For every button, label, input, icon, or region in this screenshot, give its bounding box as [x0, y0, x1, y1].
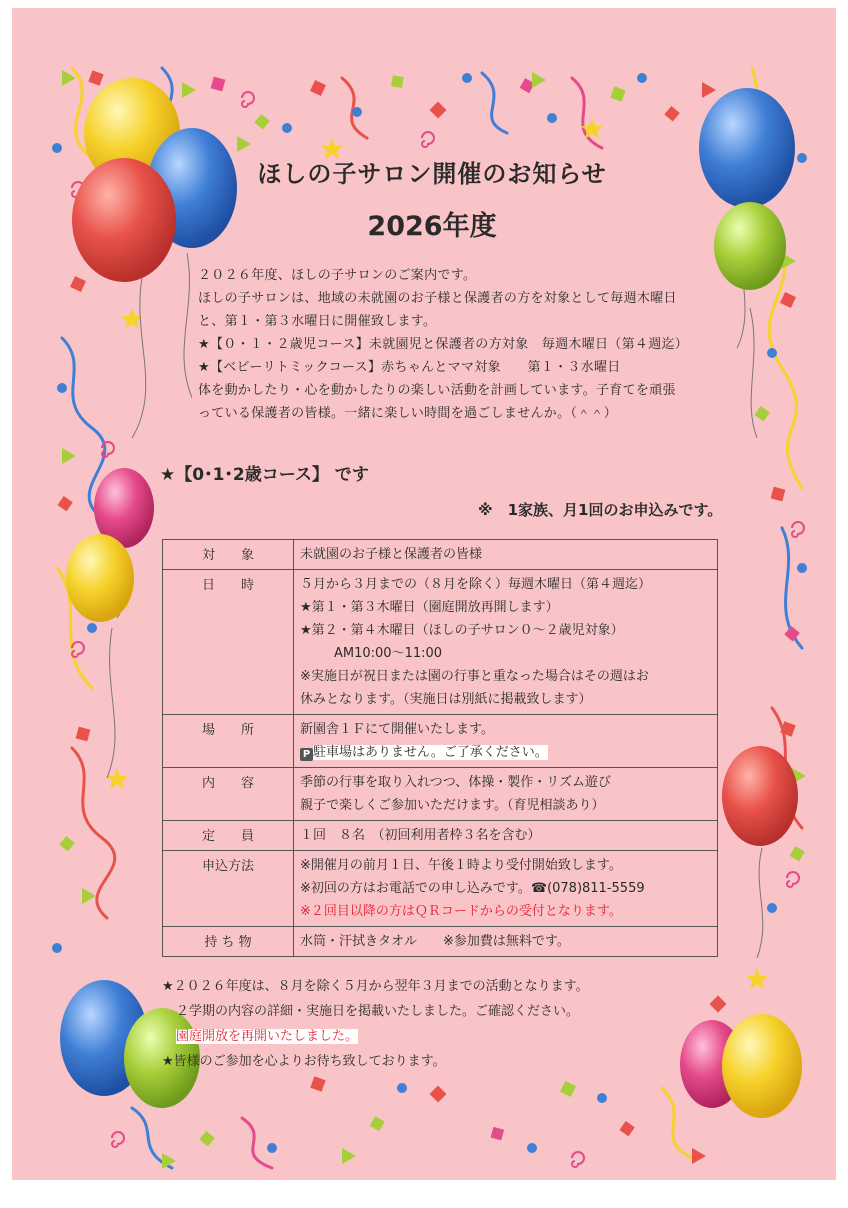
- info-table: [162, 539, 718, 957]
- value-line: ※２回目以降の方はＱＲコードからの受付となります。: [300, 904, 622, 919]
- footer-line: ２学期の内容の詳細・実施日を掲載いたしました。ご確認ください。: [176, 1004, 580, 1019]
- value-line: ★第２・第４木曜日（ほしの子サロン０～２歳児対象）: [300, 623, 624, 638]
- row-label: 持 ち 物: [163, 927, 294, 957]
- table-row-place: [163, 715, 718, 768]
- value-line: AM10:00～11:00: [334, 646, 443, 661]
- value-line: 休みとなります。（実施日は別紙に掲載致します）: [300, 692, 592, 707]
- table-row-datetime: [163, 570, 718, 715]
- application-limit-note: ※ 1家族、月1回のお申込みです。: [478, 501, 723, 519]
- row-value: [294, 851, 718, 927]
- value-line: ★第１・第３木曜日（園庭開放再開します）: [300, 600, 559, 615]
- footer-line: ★２０２６年度は、８月を除く５月から翌年３月までの活動となります。: [162, 979, 589, 994]
- row-value: [294, 927, 718, 957]
- intro-paragraph: [198, 264, 728, 425]
- table-row-capacity: [163, 821, 718, 851]
- table-row-content: [163, 768, 718, 821]
- apply-phone-text: ※初回の方はお電話での申し込みです。: [300, 881, 531, 896]
- row-value: [294, 570, 718, 715]
- row-label: 日 時: [163, 570, 294, 715]
- phone-icon: ☎: [530, 881, 548, 896]
- intro-line: ほしの子サロンは、地域の未就園のお子様と保護者の方を対象として毎週木曜日: [198, 291, 677, 306]
- value-line: 未就園のお子様と保護者の皆様: [300, 547, 483, 562]
- table-row-target: [163, 540, 718, 570]
- value-line: [300, 877, 711, 900]
- row-value: [294, 821, 718, 851]
- garden-reopen-notice: 園庭開放を再開いたしました。: [176, 1029, 359, 1044]
- row-label: 場 所: [163, 715, 294, 768]
- footer-line: ★皆様のご参加を心よりお待ち致しております。: [162, 1054, 446, 1069]
- flyer-page: [12, 8, 836, 1180]
- row-label: 定 員: [163, 821, 294, 851]
- value-line: 新園舎１Ｆにて開催いたします。: [300, 722, 494, 737]
- value-line: ※実施日が祝日または園の行事と重なった場合はその週はお: [300, 669, 649, 684]
- value-line: [300, 741, 711, 764]
- intro-line: と、第１・第３水曜日に開催致します。: [198, 314, 437, 329]
- row-value: [294, 715, 718, 768]
- page-title: ほしの子サロン開催のお知らせ: [257, 160, 607, 188]
- row-value: [294, 768, 718, 821]
- value-line: ※開催月の前月１日、午後１時より受付開始致します。: [300, 858, 622, 873]
- row-label: 申込方法: [163, 851, 294, 927]
- intro-line: 体を動かしたり・心を動かしたりの楽しい活動を計画しています。子育てを頑張: [198, 383, 676, 398]
- row-value: [294, 540, 718, 570]
- table-row-apply: [163, 851, 718, 927]
- course-heading: ★【0･1･2歳コース】 です: [160, 465, 369, 485]
- value-line: １回 ８名 （初回利用者枠３名を含む）: [300, 828, 541, 843]
- parking-notice: 駐車場はありません。ご了承ください。: [313, 745, 548, 760]
- row-label: 対 象: [163, 540, 294, 570]
- value-line: 親子で楽しくご参加いただけます。（育児相談あり）: [300, 798, 605, 813]
- phone-number[interactable]: (078)811-5559: [547, 881, 645, 896]
- value-line: 水筒・汗拭きタオル ※参加費は無料です。: [300, 934, 570, 949]
- row-label: 内 容: [163, 768, 294, 821]
- parking-icon: P: [300, 748, 313, 761]
- intro-line: ★【ベビーリトミックコース】赤ちゃんとママ対象 第１・３水曜日: [198, 360, 621, 375]
- table-row-items: [163, 927, 718, 957]
- year-heading: 2026年度: [367, 211, 497, 242]
- value-line: 季節の行事を取り入れつつ、体操・製作・リズム遊び: [300, 775, 611, 790]
- intro-line: ★【０・１・２歳児コース】未就園児と保護者の方対象 毎週木曜日（第４週迄）: [198, 337, 689, 352]
- value-line: ５月から３月までの（８月を除く）毎週木曜日（第４週迄）: [300, 577, 652, 592]
- flyer-content: [12, 8, 836, 1180]
- footer-notes: [162, 974, 742, 1074]
- footer-line: [162, 1024, 742, 1049]
- intro-line: っている保護者の皆様。一緒に楽しい時間を過ごしませんか。（＾＾）: [198, 406, 618, 421]
- intro-line: ２０２６年度、ほしの子サロンのご案内です。: [198, 268, 477, 283]
